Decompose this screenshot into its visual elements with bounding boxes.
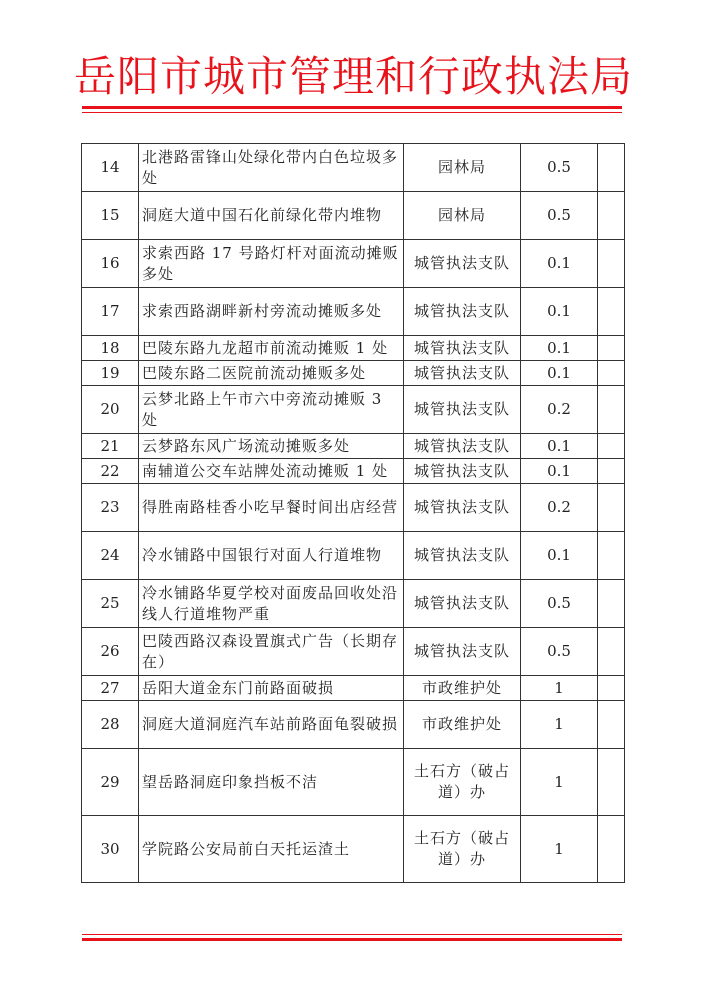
row-score: 1	[521, 701, 598, 749]
row-remark	[598, 240, 625, 288]
table-row	[82, 749, 625, 816]
table-row	[82, 532, 625, 580]
row-number: 29	[82, 749, 139, 816]
row-remark	[598, 676, 625, 701]
row-number: 24	[82, 532, 139, 580]
row-remark	[598, 816, 625, 883]
row-remark	[598, 580, 625, 628]
row-score: 1	[521, 749, 598, 816]
header-rule-thick	[82, 106, 622, 109]
table-row	[82, 240, 625, 288]
row-description: 求索西路 17 号路灯杆对面流动摊贩多处	[139, 240, 404, 288]
row-department: 市政维护处	[404, 701, 521, 749]
row-department: 城管执法支队	[404, 336, 521, 361]
row-score: 0.5	[521, 144, 598, 192]
row-description: 冷水铺路中国银行对面人行道堆物	[139, 532, 404, 580]
row-number: 21	[82, 434, 139, 459]
row-description: 巴陵东路二医院前流动摊贩多处	[139, 361, 404, 386]
row-department: 土石方（破占道）办	[404, 816, 521, 883]
row-department: 城管执法支队	[404, 386, 521, 434]
row-remark	[598, 192, 625, 240]
row-score: 0.1	[521, 240, 598, 288]
row-number: 23	[82, 484, 139, 532]
table-row	[82, 434, 625, 459]
row-description: 巴陵西路汉森设置旗式广告（长期存在）	[139, 628, 404, 676]
footer-rule-thick	[82, 938, 622, 941]
row-description: 岳阳大道金东门前路面破损	[139, 676, 404, 701]
row-description: 学院路公安局前白天托运渣土	[139, 816, 404, 883]
row-description: 云梦北路上午市六中旁流动摊贩 3 处	[139, 386, 404, 434]
row-score: 1	[521, 676, 598, 701]
row-number: 20	[82, 386, 139, 434]
row-remark	[598, 144, 625, 192]
row-score: 0.5	[521, 192, 598, 240]
header-rule-thin	[82, 112, 622, 113]
row-department: 市政维护处	[404, 676, 521, 701]
inspection-table	[81, 143, 625, 883]
row-remark	[598, 336, 625, 361]
row-department: 城管执法支队	[404, 434, 521, 459]
page-title: 岳阳市城市管理和行政执法局	[73, 52, 633, 101]
row-department: 园林局	[404, 144, 521, 192]
row-score: 0.1	[521, 288, 598, 336]
row-remark	[598, 701, 625, 749]
table-row	[82, 484, 625, 532]
row-number: 16	[82, 240, 139, 288]
row-remark	[598, 434, 625, 459]
row-department: 城管执法支队	[404, 288, 521, 336]
row-number: 17	[82, 288, 139, 336]
row-number: 30	[82, 816, 139, 883]
table-row	[82, 816, 625, 883]
row-description: 望岳路洞庭印象挡板不洁	[139, 749, 404, 816]
row-score: 0.2	[521, 484, 598, 532]
row-number: 18	[82, 336, 139, 361]
table-row	[82, 676, 625, 701]
row-number: 15	[82, 192, 139, 240]
row-description: 得胜南路桂香小吃早餐时间出店经营	[139, 484, 404, 532]
row-number: 26	[82, 628, 139, 676]
footer-rule-thin	[82, 934, 622, 935]
table-row	[82, 628, 625, 676]
row-remark	[598, 288, 625, 336]
table-row	[82, 361, 625, 386]
table-row	[82, 386, 625, 434]
row-description: 求索西路湖畔新村旁流动摊贩多处	[139, 288, 404, 336]
table-row	[82, 580, 625, 628]
row-score: 0.1	[521, 434, 598, 459]
row-number: 27	[82, 676, 139, 701]
row-score: 0.1	[521, 532, 598, 580]
row-number: 28	[82, 701, 139, 749]
row-department: 城管执法支队	[404, 532, 521, 580]
row-remark	[598, 459, 625, 484]
table-row	[82, 144, 625, 192]
row-score: 0.2	[521, 386, 598, 434]
table-row	[82, 288, 625, 336]
table-row	[82, 459, 625, 484]
row-department: 园林局	[404, 192, 521, 240]
row-score: 0.5	[521, 580, 598, 628]
row-score: 0.1	[521, 459, 598, 484]
row-score: 0.5	[521, 628, 598, 676]
row-description: 洞庭大道中国石化前绿化带内堆物	[139, 192, 404, 240]
row-score: 0.1	[521, 361, 598, 386]
row-number: 22	[82, 459, 139, 484]
row-department: 城管执法支队	[404, 240, 521, 288]
row-description: 巴陵东路九龙超市前流动摊贩 1 处	[139, 336, 404, 361]
table-row	[82, 192, 625, 240]
row-department: 城管执法支队	[404, 361, 521, 386]
row-remark	[598, 749, 625, 816]
row-number: 14	[82, 144, 139, 192]
row-remark	[598, 628, 625, 676]
row-number: 19	[82, 361, 139, 386]
row-remark	[598, 361, 625, 386]
row-score: 1	[521, 816, 598, 883]
row-remark	[598, 532, 625, 580]
table-row	[82, 336, 625, 361]
row-department: 城管执法支队	[404, 459, 521, 484]
row-department: 城管执法支队	[404, 628, 521, 676]
row-score: 0.1	[521, 336, 598, 361]
row-description: 冷水铺路华夏学校对面废品回收处沿线人行道堆物严重	[139, 580, 404, 628]
row-description: 北港路雷锋山处绿化带内白色垃圾多处	[139, 144, 404, 192]
row-number: 25	[82, 580, 139, 628]
row-remark	[598, 484, 625, 532]
row-description: 南辅道公交车站牌处流动摊贩 1 处	[139, 459, 404, 484]
row-department: 城管执法支队	[404, 580, 521, 628]
row-department: 土石方（破占道）办	[404, 749, 521, 816]
row-department: 城管执法支队	[404, 484, 521, 532]
row-description: 云梦路东风广场流动摊贩多处	[139, 434, 404, 459]
row-description: 洞庭大道洞庭汽车站前路面龟裂破损	[139, 701, 404, 749]
row-remark	[598, 386, 625, 434]
table-row	[82, 701, 625, 749]
